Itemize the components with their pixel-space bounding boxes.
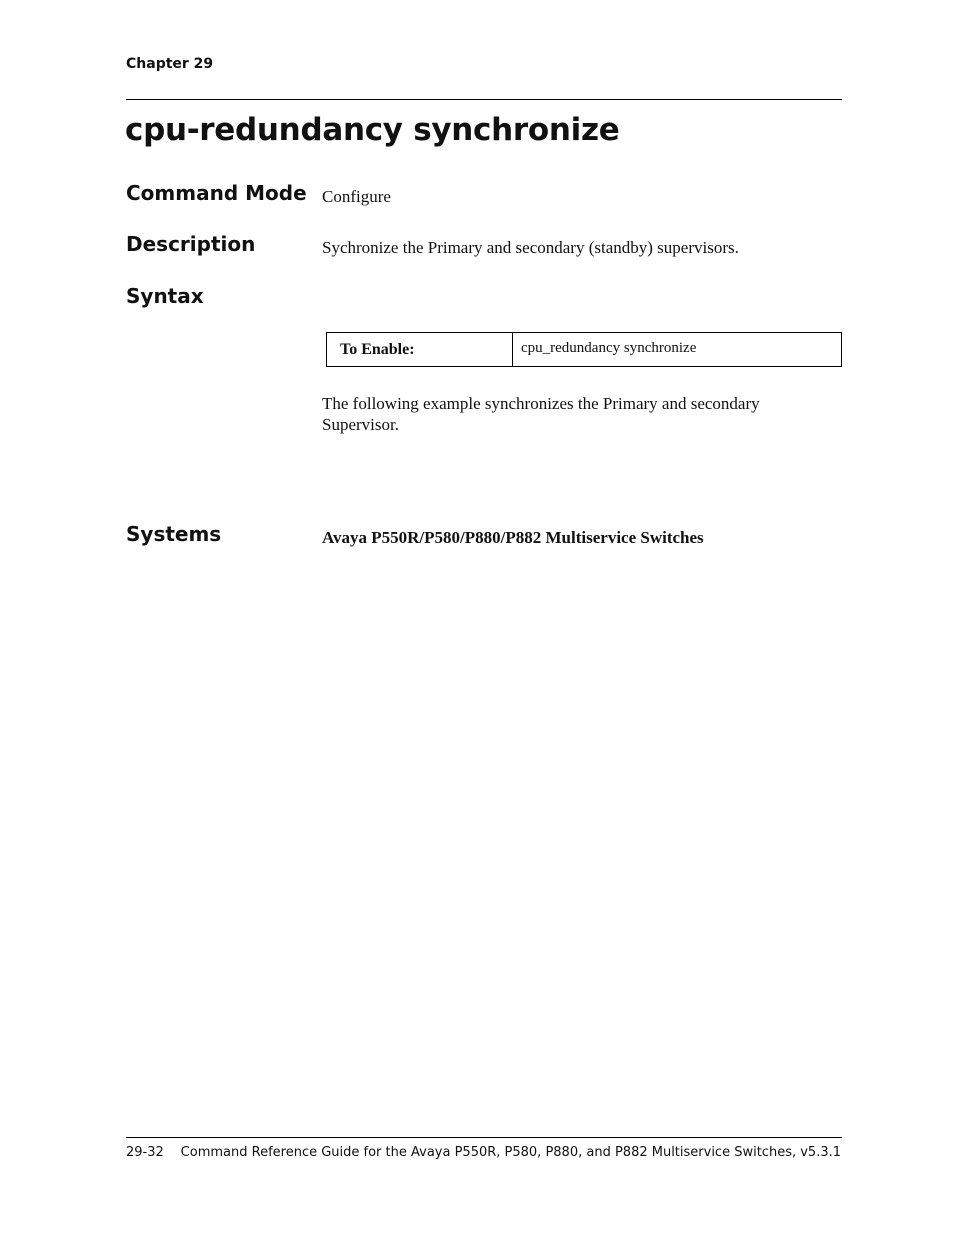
syntax-table-label: To Enable:	[327, 333, 513, 366]
command-mode-text: Configure	[322, 187, 391, 206]
systems-text: Avaya P550R/P580/P880/P882 Multiservice Switches	[322, 528, 704, 547]
description-heading: Description	[126, 232, 256, 256]
header-rule	[126, 99, 842, 100]
systems-heading: Systems	[126, 522, 222, 546]
command-mode-heading: Command Mode	[126, 181, 307, 205]
page-number: 29-32	[126, 1145, 164, 1160]
description-text: Sychronize the Primary and secondary (standby) supervisors.	[322, 238, 739, 257]
footer-rule	[126, 1137, 842, 1138]
footer-doc-title: Command Reference Guide for the Avaya P550R, P580, P880, and P882 Multiservice Switches, v5.3.1	[180, 1145, 841, 1160]
syntax-example-text: The following example synchronizes the Primary and secondary Supervisor.	[322, 394, 760, 434]
syntax-heading: Syntax	[126, 284, 204, 308]
syntax-table	[326, 332, 842, 367]
page-title: cpu-redundancy synchronize	[125, 112, 620, 148]
chapter-label: Chapter 29	[126, 56, 214, 72]
syntax-table-command: cpu_redundancy synchronize	[521, 340, 697, 356]
